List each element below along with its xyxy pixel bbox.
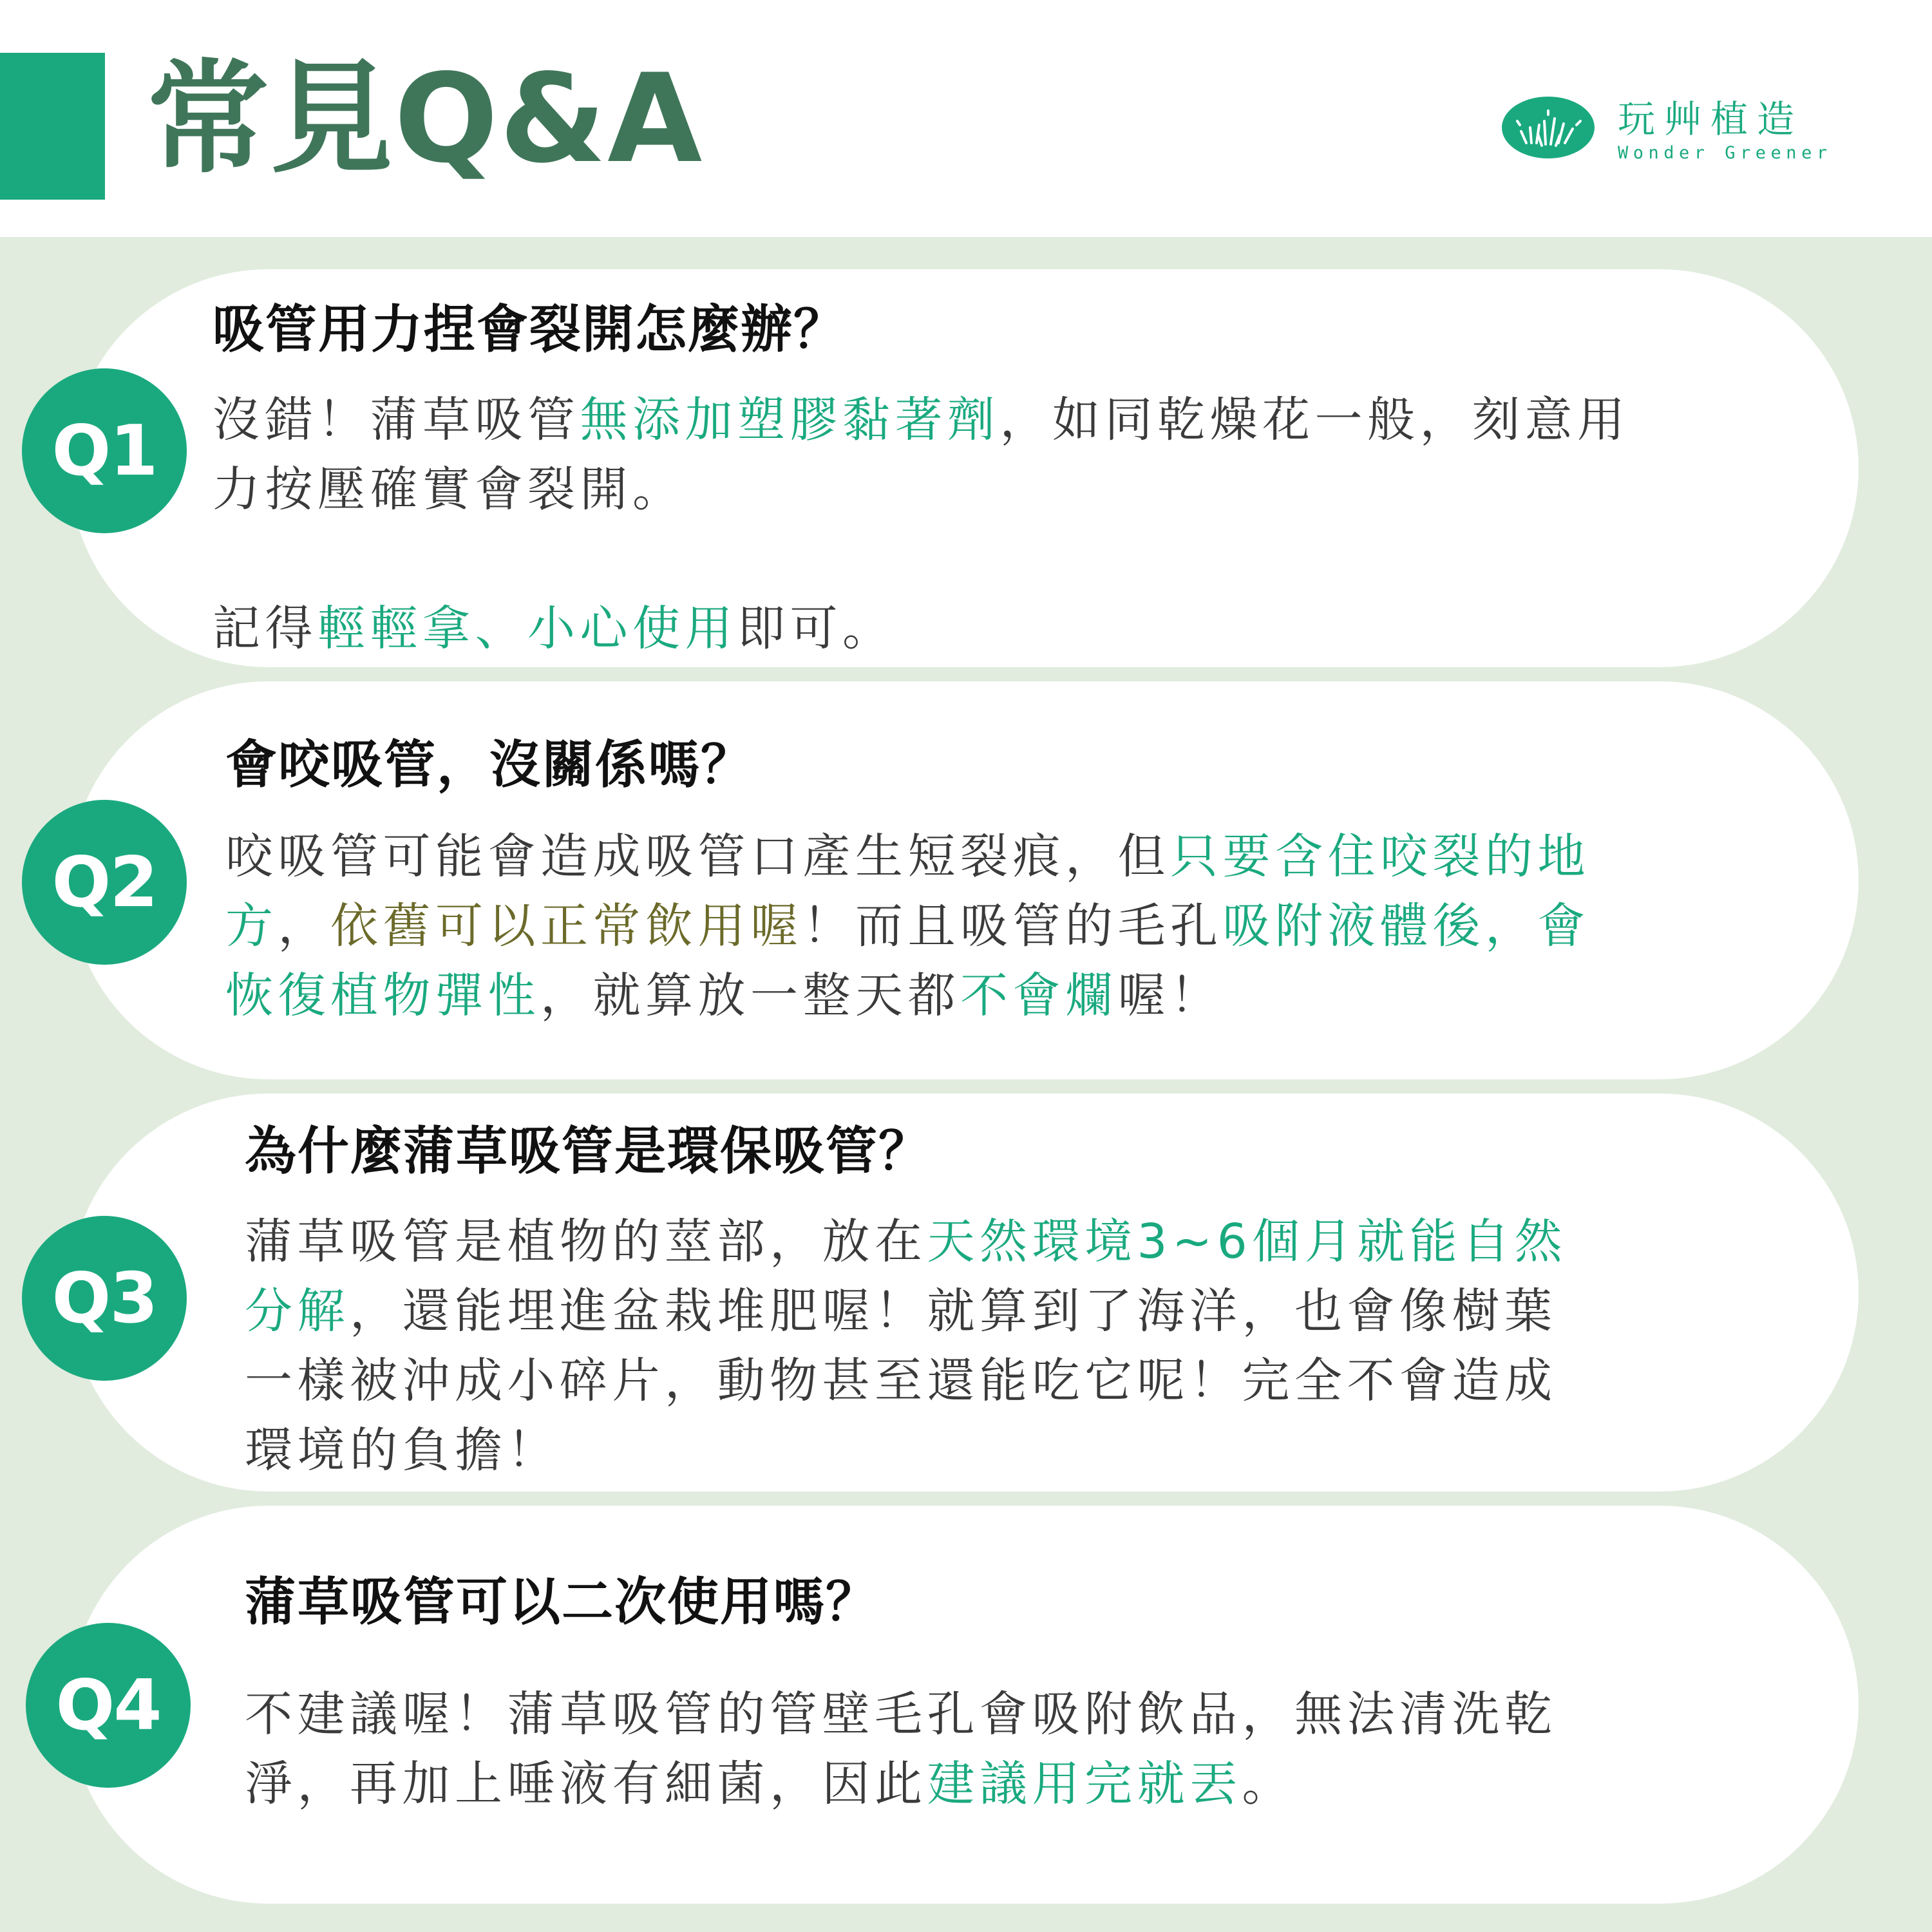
answer-text-segment: 淨，再加上唾液有細菌，因此	[245, 1756, 927, 1812]
question-badge: Q1	[22, 368, 187, 533]
highlighted-text: 建議用完就丟	[927, 1756, 1242, 1812]
answer-text-segment: ，就算放一整天都	[540, 968, 960, 1023]
brand-name-english: Wonder Greener	[1618, 143, 1832, 163]
answer-line	[245, 1276, 1567, 1346]
answer-text-segment: 蒲草吸管是植物的莖部，放在	[245, 1214, 927, 1269]
answer-text	[245, 1207, 1567, 1485]
highlighted-text: 依舊可以正常飲用喔	[330, 898, 803, 954]
brand-logo	[1501, 95, 1861, 166]
highlighted-text: 天然環境3~6個月就能自然	[927, 1214, 1567, 1269]
answer-text	[213, 385, 1630, 663]
answer-line	[213, 385, 1630, 455]
answer-text-segment: ，	[278, 898, 330, 954]
highlighted-text: 方	[225, 898, 278, 954]
answer-text-segment: 環境的負擔！	[245, 1423, 560, 1478]
answer-line	[225, 891, 1590, 961]
highlighted-text: 吸附液體後，會	[1222, 898, 1590, 954]
question-badge: Q3	[22, 1216, 187, 1381]
answer-text-segment: 喔！	[1117, 968, 1223, 1023]
highlighted-text: 只要含住咬裂的地	[1170, 829, 1590, 884]
brand-name-chinese: 玩艸植造	[1618, 97, 1804, 141]
highlighted-text: 恢復植物彈性	[225, 968, 540, 1023]
answer-line	[225, 961, 1590, 1030]
answer-text-segment: 力按壓確實會裂開。	[213, 462, 685, 517]
highlighted-text: 無添加塑膠黏著劑	[580, 392, 1000, 448]
question-badge: Q2	[22, 800, 187, 965]
question-title: 會咬吸管，沒關係嗎？	[225, 735, 753, 795]
header-accent-bar	[0, 53, 105, 200]
question-title: 蒲草吸管可以二次使用嗎？	[245, 1572, 878, 1632]
answer-line	[225, 822, 1590, 891]
question-title: 吸管用力捏會裂開怎麼辦？	[213, 299, 846, 359]
answer-text-segment: 不建議喔！蒲草吸管的管壁毛孔會吸附飲品，無法清洗乾	[245, 1687, 1557, 1742]
answer-spacer	[213, 524, 1630, 594]
answer-text-segment: 。	[1242, 1756, 1294, 1812]
answer-text	[245, 1680, 1557, 1819]
answer-line	[213, 455, 1630, 524]
grass-sprout-logo-icon	[1501, 95, 1596, 160]
answer-line	[245, 1749, 1557, 1819]
answer-text-segment: ！而且吸管的毛孔	[802, 898, 1223, 954]
answer-line	[245, 1346, 1567, 1416]
answer-line	[245, 1207, 1567, 1276]
answer-text-segment: ，還能埋進盆栽堆肥喔！就算到了海洋，也會像樹葉	[350, 1283, 1557, 1339]
answer-text	[225, 822, 1590, 1030]
answer-text-segment: 即可。	[737, 601, 895, 656]
answer-text-segment: 沒錯！蒲草吸管	[213, 392, 580, 448]
highlighted-text: 輕輕拿、小心使用	[317, 601, 737, 656]
answer-text-segment: 記得	[213, 601, 317, 656]
answer-text-segment: 一樣被沖成小碎片，動物甚至還能吃它呢！完全不會造成	[245, 1353, 1557, 1408]
question-title: 為什麼蒲草吸管是環保吸管？	[245, 1121, 931, 1181]
answer-line	[245, 1680, 1557, 1749]
answer-text-segment: 咬吸管可能會造成吸管口產生短裂痕，但	[225, 829, 1170, 884]
highlighted-text: 分解	[245, 1283, 350, 1339]
page-title: 常見Q&A	[147, 48, 704, 190]
answer-line	[245, 1416, 1567, 1485]
question-badge: Q4	[26, 1623, 191, 1788]
answer-text-segment: ，如同乾燥花一般，刻意用	[999, 392, 1630, 448]
highlighted-text: 不會爛	[960, 968, 1118, 1023]
answer-line	[213, 594, 1630, 663]
